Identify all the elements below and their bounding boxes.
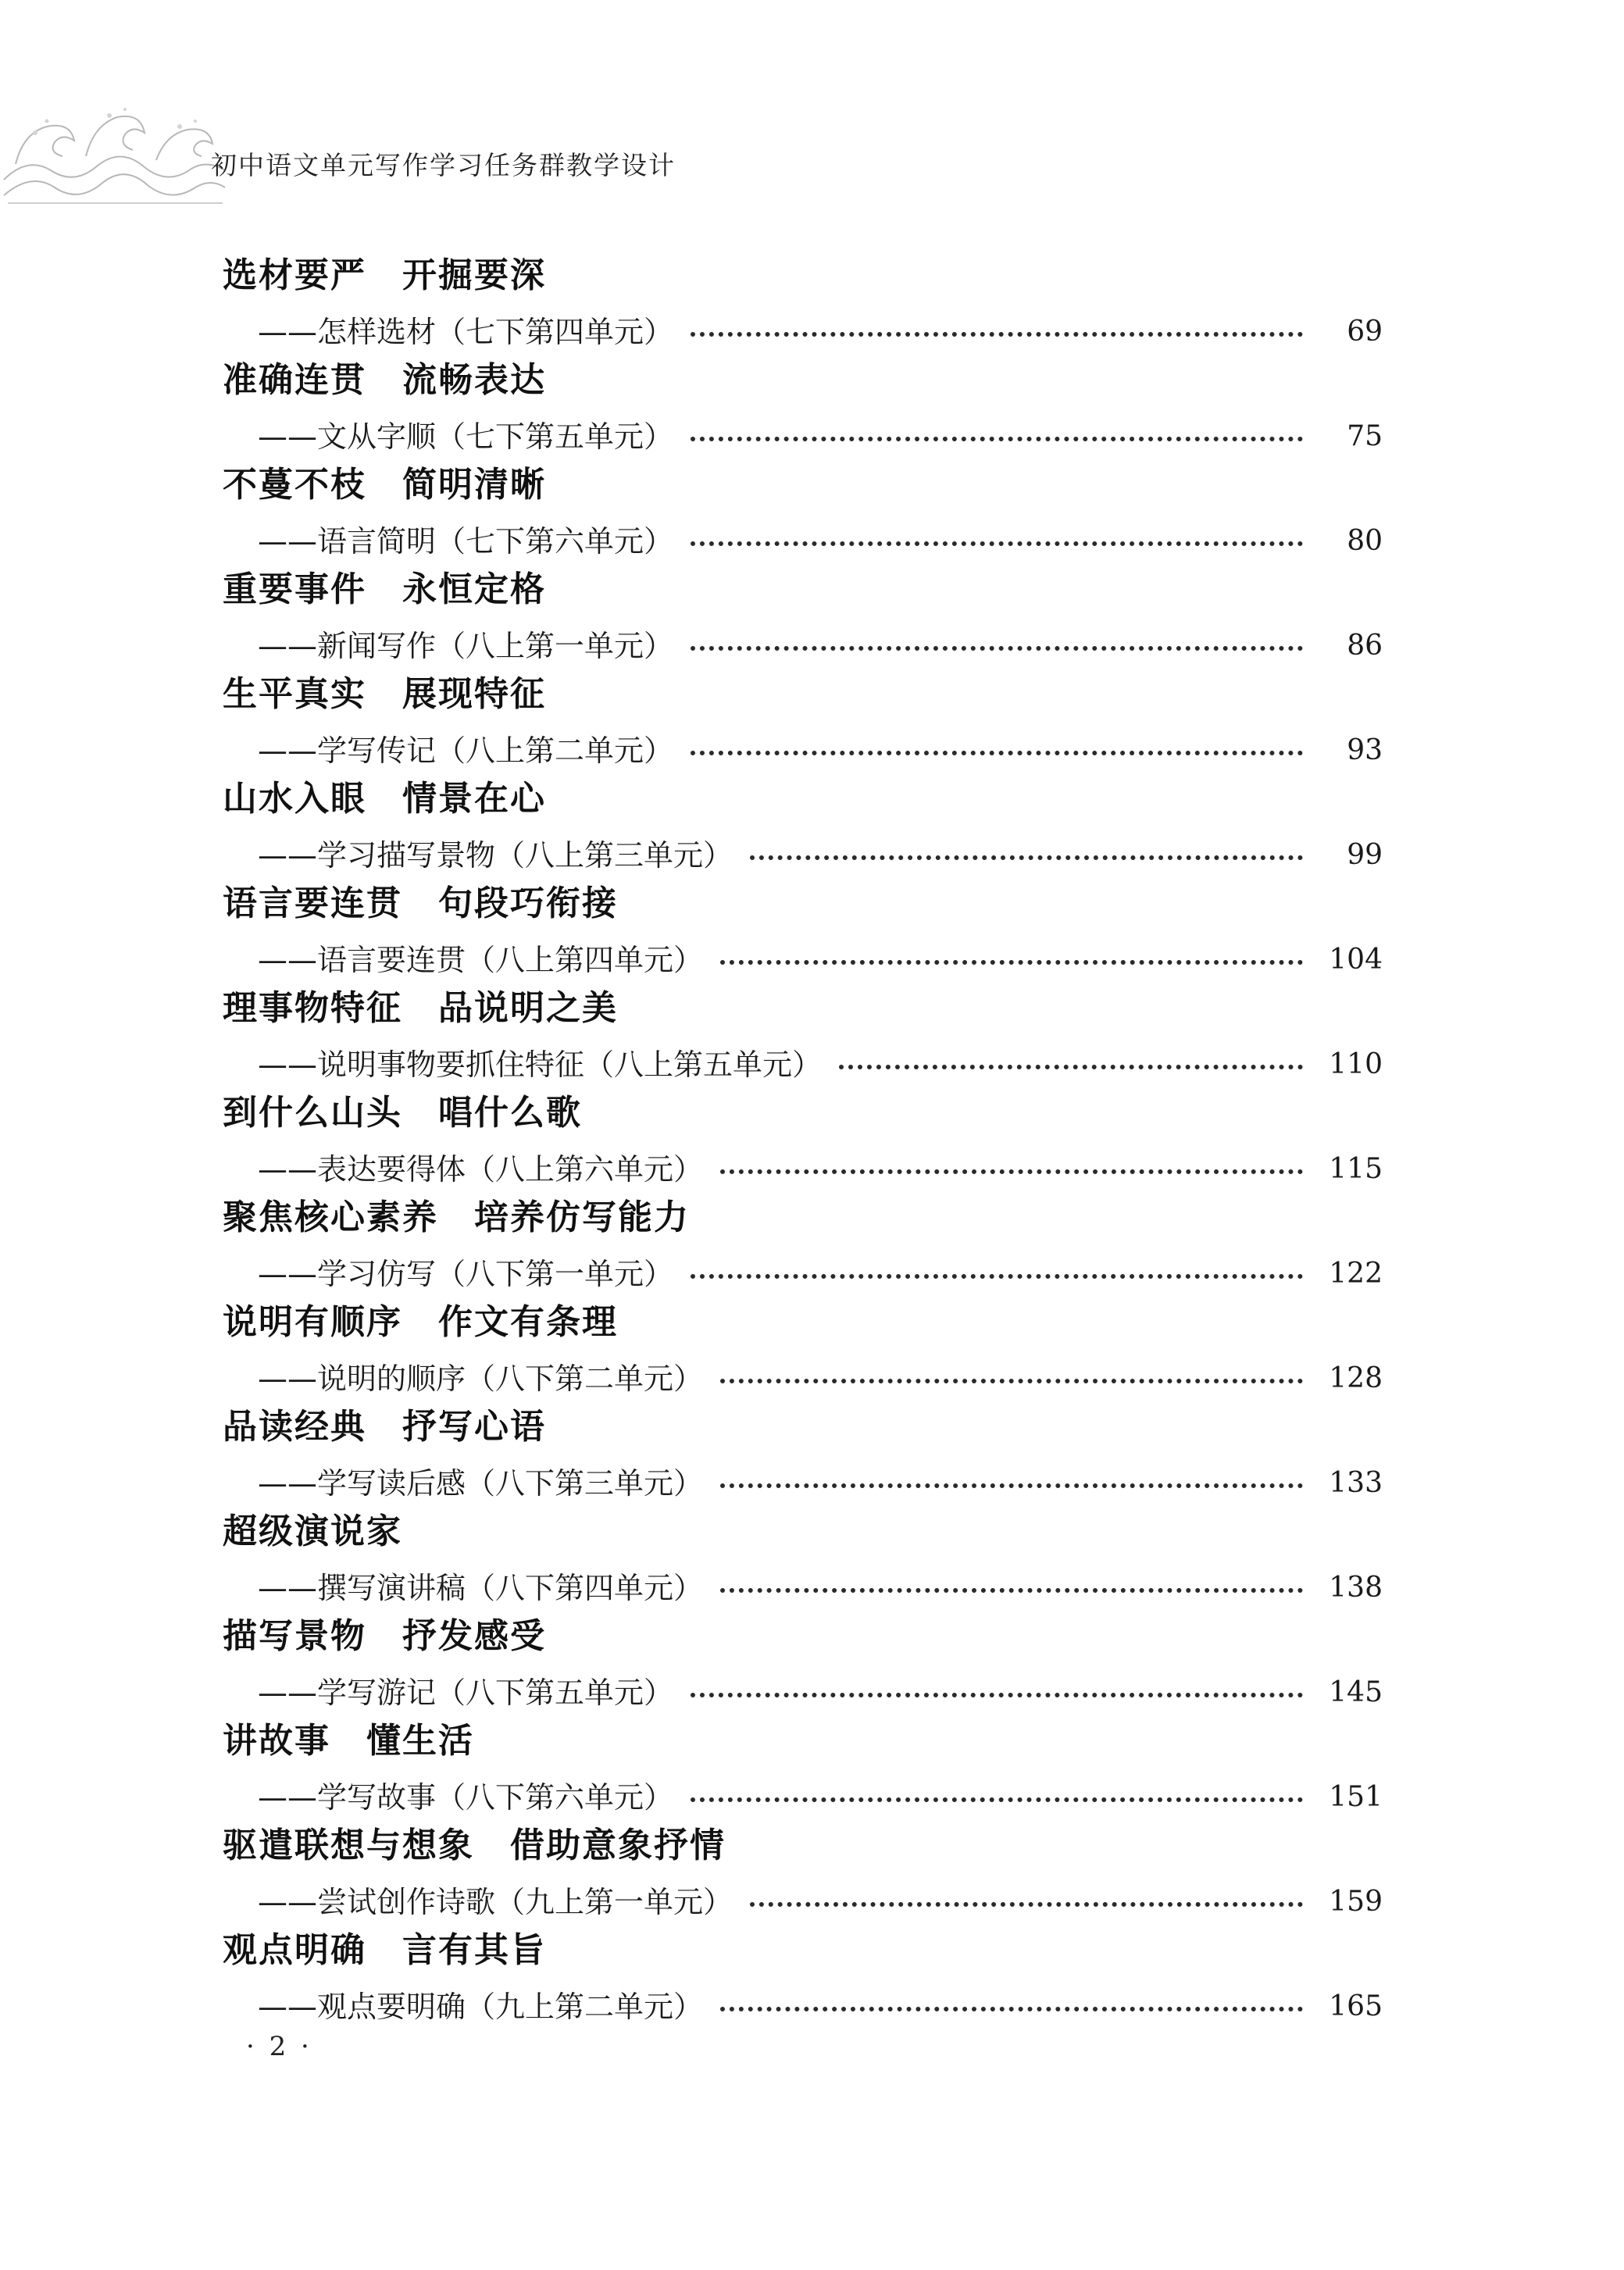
toc-entry-line[interactable] bbox=[258, 731, 1383, 770]
toc-entry-title: 山水入眼 情景在心 bbox=[223, 779, 546, 819]
toc-page-number: 110 bbox=[1329, 1048, 1383, 1080]
toc-entry-subtitle: ——说明事物要抓住特征（八上第五单元） bbox=[258, 1048, 823, 1082]
dot-leader bbox=[750, 1902, 1303, 1907]
toc-entry-line[interactable] bbox=[258, 1255, 1383, 1294]
toc-entry-line[interactable] bbox=[258, 1569, 1383, 1608]
toc-entry-line[interactable] bbox=[258, 1464, 1383, 1503]
toc-entry-subtitle: ——学写读后感（八下第三单元） bbox=[258, 1466, 704, 1501]
dot-leader bbox=[839, 1065, 1303, 1069]
toc-entry-line[interactable] bbox=[258, 626, 1383, 666]
toc-page-number: 151 bbox=[1329, 1781, 1383, 1813]
toc-page-number: 145 bbox=[1329, 1676, 1383, 1708]
dot-leader bbox=[691, 646, 1303, 651]
toc-page-number: 99 bbox=[1347, 839, 1383, 871]
toc-entry-title: 超级演说家 bbox=[223, 1512, 402, 1551]
toc-entry-line[interactable] bbox=[258, 940, 1383, 980]
toc-entry-line[interactable] bbox=[258, 1778, 1383, 1817]
toc-entry-title: 生平真实 展现特征 bbox=[223, 674, 546, 714]
dot-leader bbox=[691, 1797, 1303, 1802]
dot-leader bbox=[691, 1693, 1303, 1697]
toc-entry-subtitle: ——学习仿写（八下第一单元） bbox=[258, 1257, 674, 1291]
toc-entry-subtitle: ——学习描写景物（八上第三单元） bbox=[258, 838, 733, 873]
toc-page-number: 75 bbox=[1347, 420, 1383, 452]
toc-entry-title: 选材要严 开掘要深 bbox=[223, 255, 546, 295]
dot-leader bbox=[691, 332, 1303, 337]
toc-page-number: 86 bbox=[1347, 630, 1383, 662]
toc-entry-title: 理事物特征 品说明之美 bbox=[223, 988, 618, 1028]
toc-entry-subtitle: ——观点要明确（九上第二单元） bbox=[258, 1990, 704, 2024]
toc-entry-line[interactable] bbox=[258, 312, 1383, 352]
toc-entry-line[interactable] bbox=[258, 1045, 1383, 1084]
toc-entry-subtitle: ——语言要连贯（八上第四单元） bbox=[258, 943, 704, 977]
toc-page-number: 159 bbox=[1329, 1886, 1383, 1918]
running-title: 初中语文单元写作学习任务群教学设计 bbox=[211, 150, 676, 180]
toc-page-number: 115 bbox=[1329, 1153, 1383, 1185]
toc-entry-title: 说明有顺序 作文有条理 bbox=[223, 1302, 618, 1342]
dot-leader bbox=[720, 1483, 1303, 1488]
toc-entry-line[interactable] bbox=[258, 1359, 1383, 1398]
toc-entry-title: 不蔓不枝 简明清晰 bbox=[223, 465, 546, 505]
toc-entry-line[interactable] bbox=[258, 1987, 1383, 2026]
dot-leader bbox=[720, 1379, 1303, 1383]
toc-entry-title: 品读经典 抒写心语 bbox=[223, 1407, 546, 1447]
toc-entry-subtitle: ——学写故事（八下第六单元） bbox=[258, 1780, 674, 1815]
dot-leader bbox=[691, 751, 1303, 755]
toc-entry-line[interactable] bbox=[258, 417, 1383, 456]
toc-page-number: 80 bbox=[1347, 525, 1383, 557]
toc-entry-line[interactable] bbox=[258, 1150, 1383, 1189]
toc-entry-line[interactable] bbox=[258, 522, 1383, 561]
toc-entry-line[interactable] bbox=[258, 1883, 1383, 1922]
dot-leader bbox=[720, 1169, 1303, 1174]
dot-leader bbox=[750, 855, 1303, 860]
toc-page-number: 69 bbox=[1347, 316, 1383, 348]
dot-leader bbox=[691, 437, 1303, 441]
dot-leader bbox=[720, 1588, 1303, 1593]
toc-page-number: 122 bbox=[1329, 1258, 1383, 1290]
toc-page-number: 128 bbox=[1329, 1362, 1383, 1394]
toc-page-number: 165 bbox=[1329, 1990, 1383, 2022]
toc-entry-title: 重要事件 永恒定格 bbox=[223, 569, 546, 609]
dot-leader bbox=[691, 1274, 1303, 1279]
page-folio: · 2 · bbox=[246, 2031, 312, 2062]
toc-entry-title: 语言要连贯 句段巧衔接 bbox=[223, 883, 618, 923]
toc-entry-subtitle: ——文从字顺（七下第五单元） bbox=[258, 419, 674, 454]
toc-entry-subtitle: ——撰写演讲稿（八下第四单元） bbox=[258, 1571, 704, 1605]
toc-entry-title: 观点明确 言有其旨 bbox=[223, 1930, 546, 1970]
toc-entry-title: 到什么山头 唱什么歌 bbox=[223, 1093, 582, 1133]
toc-page-number: 133 bbox=[1329, 1467, 1383, 1499]
dot-leader bbox=[720, 960, 1303, 965]
toc-entry-title: 准确连贯 流畅表达 bbox=[223, 360, 546, 400]
toc-entry-subtitle: ——学写游记（八下第五单元） bbox=[258, 1676, 674, 1710]
toc-page-number: 138 bbox=[1329, 1572, 1383, 1604]
toc-entry-line[interactable] bbox=[258, 836, 1383, 875]
toc-entry-subtitle: ——新闻写作（八上第一单元） bbox=[258, 629, 674, 663]
toc-entry-subtitle: ——表达要得体（八上第六单元） bbox=[258, 1152, 704, 1187]
toc-entry-title: 驱遣联想与想象 借助意象抒情 bbox=[223, 1826, 726, 1865]
toc-page-number: 104 bbox=[1329, 944, 1383, 976]
toc-entry-subtitle: ——尝试创作诗歌（九上第一单元） bbox=[258, 1885, 733, 1919]
toc-entry-subtitle: ——怎样选材（七下第四单元） bbox=[258, 315, 674, 349]
dot-leader bbox=[691, 541, 1303, 546]
toc-entry-subtitle: ——说明的顺序（八下第二单元） bbox=[258, 1362, 704, 1396]
toc-entry-title: 描写景物 抒发感受 bbox=[223, 1616, 546, 1656]
toc-entry-subtitle: ——学写传记（八上第二单元） bbox=[258, 733, 674, 768]
dot-leader bbox=[720, 2007, 1303, 2011]
toc-page-number: 93 bbox=[1347, 734, 1383, 766]
toc-entry-title: 聚焦核心素养 培养仿写能力 bbox=[223, 1197, 690, 1237]
toc-entry-line[interactable] bbox=[258, 1673, 1383, 1712]
toc-entry-subtitle: ——语言简明（七下第六单元） bbox=[258, 524, 674, 559]
toc-entry-title: 讲故事 懂生活 bbox=[223, 1721, 474, 1761]
